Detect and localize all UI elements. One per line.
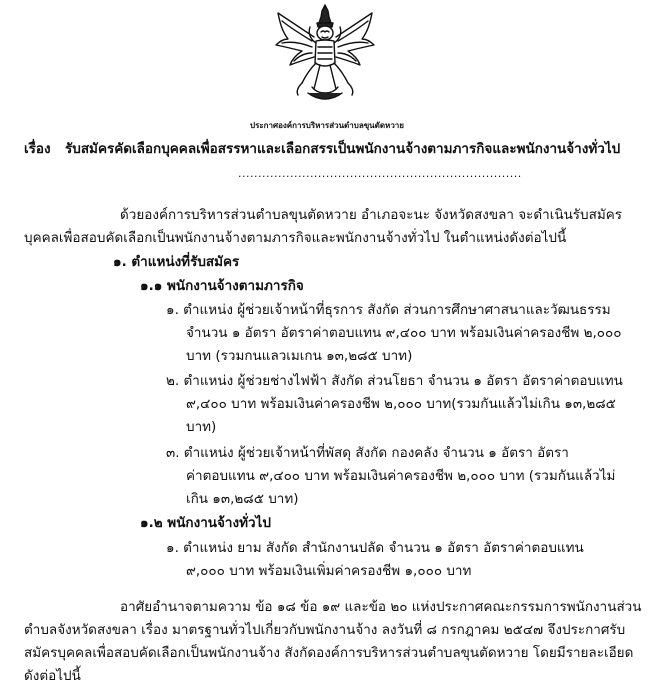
list-item-line: ๑. ตำแหน่ง ผู้ช่วยเจ้าหน้าที่ธุรการ สังกัด ส่วนการศึกษาศาสนาและวัฒนธรรม (166, 302, 611, 318)
intro-line-1: ด้วยองค์การบริหารส่วนตำบลขุนตัดหวาย อำเภอจะนะ จังหวัดสงขลา จะดำเนินรับสมัคร (120, 207, 623, 223)
list-item-line: ๓. ตำแหน่ง ผู้ช่วยเจ้าหน้าที่พัสดุ สังกัด กองคลัง จำนวน ๑ อัตรา อัตรา (166, 445, 569, 461)
document-title: ประกาศองค์การบริหารส่วนตำบลขุนตัดหวาย (249, 121, 404, 130)
closing-line-2: ตำบลจังหวัดสงขลา เรื่อง มาตรฐานทั่วไปเกี่ยวกับพนักงานจ้าง ลงวันที่ ๘ กรกฎาคม ๒๕๔๗ จึงประกาศรับ (24, 622, 626, 638)
list-item-line: ๙,๐๐๐ บาท พร้อมเงินเพิ่มค่าครองชีพ ๑,๐๐๐ บาท (186, 563, 472, 579)
list-item-line: จำนวน ๑ อัตรา อัตราค่าตอบแทน ๙,๔๐๐ บาท พร้อมเงินค่าครองชีพ ๒,๐๐๐ (186, 325, 622, 341)
subsection-heading-general: ๑.๒ พนักงานจ้างทั่วไป (140, 515, 271, 531)
list-item-line: บาท) (186, 419, 217, 435)
intro-line-2: บุคคลเพื่อสอบคัดเลือกเป็นพนักงานจ้างตามภารกิจและพนักงานจ้างทั่วไป ในตำแหน่งดังต่อไปนี้ (24, 230, 567, 246)
title-divider: ....................................................................... (238, 167, 522, 180)
subsection-heading-mission: ๑.๑ พนักงานจ้างตามภารกิจ (140, 278, 304, 294)
list-item-line: ค่าตอบแทน ๙,๔๐๐ บาท พร้อมเงินค่าครองชีพ ๒,๐๐๐ บาท (รวมกันแล้วไม่ (186, 468, 616, 484)
subject-label: เรื่อง (24, 141, 51, 157)
list-item-line: ๙,๔๐๐ บาท พร้อมเงินค่าครองชีพ ๒,๐๐๐ บาท(รวมกันแล้วไม่เกิน ๑๓,๒๘๕ (186, 396, 616, 412)
closing-line-1: อาศัยอำนาจตามความ ข้อ ๑๘ ข้อ ๑๙ และข้อ ๒๐ แห่งประกาศคณะกรรมการพนักงานส่วน (120, 599, 642, 615)
garuda-emblem-icon (272, 3, 378, 103)
closing-line-4: ดังต่อไปนี้ (24, 668, 81, 684)
list-item-line: ๒. ตำแหน่ง ผู้ช่วยช่างไฟฟ้า สังกัด ส่วนโยธา จำนวน ๑ อัตรา อัตราค่าตอบแทน (166, 373, 623, 389)
list-item-line: เกิน ๑๓,๒๘๕ บาท) (186, 491, 299, 507)
section-heading: ๑. ตำแหน่งที่รับสมัคร (113, 254, 240, 270)
subject-text: รับสมัครคัดเลือกบุคคลเพื่อสรรหาและเลือกสรรเป็นพนักงานจ้างตามภารกิจและพนักงานจ้างทั่วไป (65, 141, 621, 157)
list-item-line: ๑. ตำแหน่ง ยาม สังกัด สำนักงานปลัด จำนวน ๑ อัตรา อัตราค่าตอบแทน (166, 540, 584, 556)
list-item-line: บาท (รวมกนแลวเมเกน ๑๓,๒๘๕ บาท) (186, 348, 413, 364)
closing-line-3: สมัครบุคคลเพื่อสอบคัดเลือกเป็นพนักงานจ้าง สังกัดองค์การบริหารส่วนตำบลขุนตัดหวาย โดยมีรายละเอียด (24, 645, 634, 661)
